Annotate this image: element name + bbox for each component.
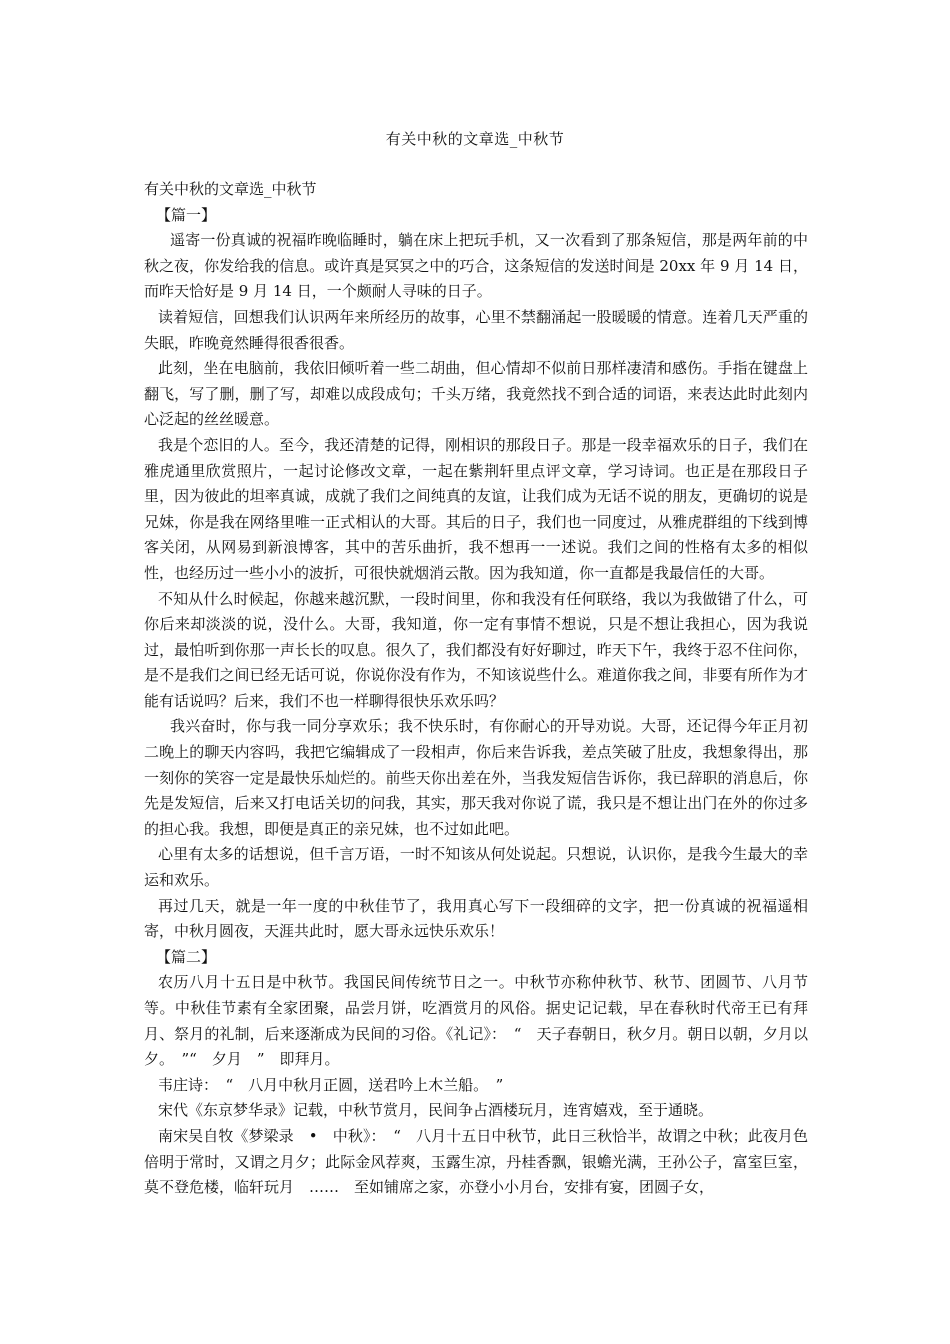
paragraph: 农历八月十五日是中秋节。我国民间传统节日之一。中秋节亦称仲秋节、秋节、团圆节、八月节等。中秋佳节素有全家团聚，品尝月饼，吃酒赏月的风俗。据史记记载，早在春秋时代帝王已有拜月、祭月的礼制，后来逐渐成为民间的习俗。《礼记》： “ 天子春朝日，秋夕月。朝日以朝，夕月以夕。 ”“ 夕月 ” 即拜月。: [144, 973, 808, 1069]
paragraph: 此刻，坐在电脑前，我依旧倾听着一些二胡曲，但心情却不似前日那样凄清和感伤。手指在键盘上翻飞，写了删，删了写，却难以成段成句；千头万绪，我竟然找不到合适的词语，来表达此时此刻内心泛起的丝丝暖意。: [144, 359, 808, 429]
section-label-two: 【篇二】: [156, 947, 217, 966]
paragraph: 心里有太多的话想说，但千言万语，一时不知该从何处说起。只想说，认识你，是我今生最大的幸运和欢乐。: [144, 845, 808, 890]
paragraph: 我是个恋旧的人。至今，我还清楚的记得，刚相识的那段日子。那是一段幸福欢乐的日子，我们在雅虎通里欣赏照片，一起讨论修改文章，一起在紫荆轩里点评文章，学习诗词。也正是在那段日子里，因为彼此的坦率真诚，成就了我们之间纯真的友谊，让我们成为无话不说的朋友，更确切的说是兄妹，你是我在网络里唯一正式相认的大哥。其后的日子，我们也一同度过，从雅虎群组的下线到博客关闭，从网易到新浪博客，其中的苦乐曲折，我不想再一一述说。我们之间的性格有太多的相似性，也经历过一些小小的波折，可很快就烟消云散。因为我知道，你一直都是我最信任的大哥。: [144, 435, 808, 582]
section-label-one: 【篇一】: [156, 205, 217, 224]
paragraph: 韦庄诗： “ 八月中秋月正圆，送君吟上木兰船。 ”: [158, 1075, 504, 1094]
paragraph: 南宋吴自牧《梦梁录 • 中秋》： “ 八月十五日中秋节，此日三秋恰半，故谓之中秋；此夜月色倍明于常时，又谓之月夕；此际金风荐爽，玉露生凉，丹桂香飘，银蟾光满，王孙公子，富室巨室，莫不登危楼，临轩玩月 …… 至如铺席之家，亦登小小月台，安排有宴，团圆子女，: [144, 1126, 808, 1197]
paragraph: 我兴奋时，你与我一同分享欢乐；我不快乐时，有你耐心的开导劝说。大哥，还记得今年正月初二晚上的聊天内容吗，我把它编辑成了一段相声，你后来告诉我，差点笑破了肚皮，我想象得出，那一刻你的笑容一定是最快乐灿烂的。前些天你出差在外，当我发短信告诉你，我已辞职的消息后，你先是发短信，后来又打电话关切的问我，其实，那天我对你说了谎，我只是不想让出门在外的你过多的担心我。我想，即便是真正的亲兄妹，也不过如此吧。: [144, 717, 808, 838]
paragraph: 读着短信，回想我们认识两年来所经历的故事，心里不禁翻涌起一股暖暖的情意。连着几天严重的失眠，昨晚竟然睡得很香很香。: [144, 307, 808, 352]
paragraph: 宋代《东京梦华录》记载，中秋节赏月，民间争占酒楼玩月，连宵嬉戏，至于通晓。: [158, 1101, 714, 1120]
article-heading: 有关中秋的文章选_中秋节: [144, 180, 317, 198]
document-body: [144, 177, 808, 1201]
paragraph: 再过几天，就是一年一度的中秋佳节了，我用真心写下一段细碎的文字，把一份真诚的祝福遥相寄，中秋月圆夜，天涯共此时，愿大哥永远快乐欢乐！: [144, 896, 808, 941]
page-title: 有关中秋的文章选_中秋节: [385, 130, 565, 148]
paragraph: 遥寄一份真诚的祝福昨晚临睡时，躺在床上把玩手机，又一次看到了那条短信，那是两年前的中秋之夜，你发给我的信息。或许真是冥冥之中的巧合，这条短信的发送时间是 20xx 年 9 月 14 日，而昨天恰好是 9 月 14 日，一个颇耐人寻味的日子。: [144, 231, 808, 301]
paragraph: 不知从什么时候起，你越来越沉默，一段时间里，你和我没有任何联络，我以为我做错了什么，可你后来却淡淡的说，没什么。大哥，我知道，你一定有事情不想说，只是不想让我担心，因为我说过，最怕听到你那一声长长的叹息。很久了，我们都没有好好聊过，昨天下午，我终于忍不住问你，是不是我们之间已经无话可说，你说你没有作为，不知该说些什么。难道你我之间，非要有所作为才能有话说吗？后来，我们不也一样聊得很快乐欢乐吗？: [144, 589, 808, 710]
